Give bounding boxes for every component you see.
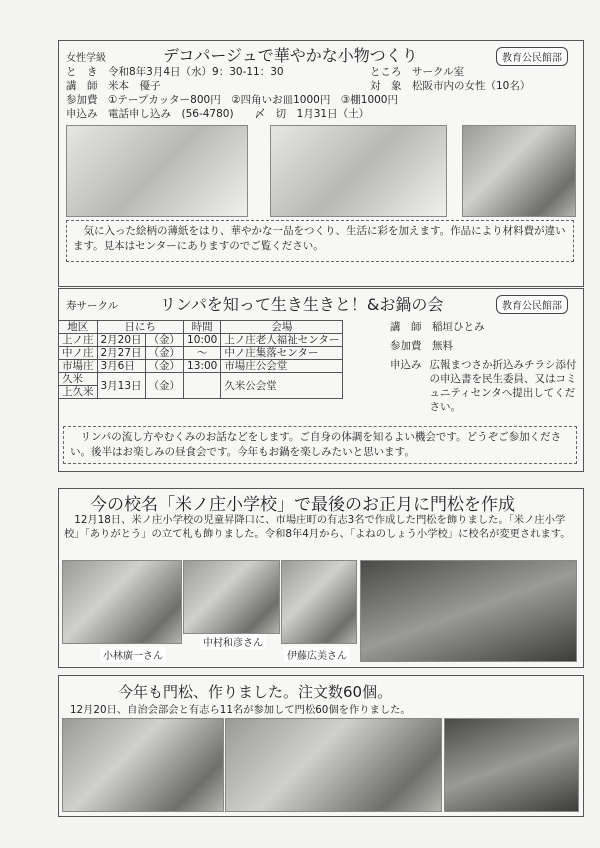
section-title: デコパージュで華やかな小物つくり: [163, 46, 418, 65]
photo-kobayashi: [62, 560, 182, 644]
detail-row: [66, 107, 398, 121]
category-label: 女性学級: [66, 53, 106, 64]
fee-value: 無料: [432, 340, 453, 352]
apply-value: 広報まつさか折込みチラシ添付の申込書を民生委員、又はコミュニティセンタへ提出してください。: [429, 359, 577, 413]
fee-label: 参加費: [390, 340, 422, 352]
section-title: リンパを知って生き生きと！&お鍋の会: [160, 295, 444, 314]
cell: 中ノ庄: [59, 347, 98, 360]
cell: 3月13日: [97, 373, 145, 399]
cell: 3月6日: [97, 360, 145, 373]
event-details: [66, 65, 398, 121]
header-cell: 時間: [184, 321, 221, 334]
detail-label: 参加費: [66, 94, 98, 106]
instructor-label: 講 師: [390, 321, 422, 333]
cell: 13:00: [184, 360, 221, 373]
instructor-value: 稲垣ひとみ: [432, 321, 485, 333]
photo-ito: [281, 560, 357, 644]
cell: 久米公会堂: [221, 373, 343, 399]
dept-badge: 教育公民館部: [496, 47, 568, 66]
section-text: 12月18日、米ノ庄小学校の児童昇降口に、市場庄町の有志3名で作成した門松を飾りました。「米ノ庄小学校」「ありがとう」の立て札も飾りました。令和8年4月から、「よねのしょう小学校」に校名が変更されます。: [64, 514, 571, 540]
cell: 上久米: [59, 386, 98, 399]
schedule-table: [58, 320, 343, 399]
header-cell: 地区: [59, 321, 98, 334]
section-text: 12月20日、自治会部会と有志ら11名が参加して門松60個を作りました。: [70, 704, 411, 716]
table-row: [59, 373, 343, 386]
category-label: 寿サークル: [66, 300, 119, 312]
detail-value: 米本 優子: [108, 80, 161, 92]
photo-tape-cutters: [66, 125, 248, 217]
table-row: [59, 334, 343, 347]
cell: 上ノ庄: [59, 334, 98, 347]
description-note: 気に入った絵柄の薄紙をはり、華やかな一品をつくり、生活に彩を加えます。作品により材料費が違います。見本はセンターにありますのでご覧ください。: [66, 220, 574, 262]
detail-label: 申込み: [66, 108, 98, 120]
table-header-row: [59, 321, 343, 334]
cell: 市場庄: [59, 360, 98, 373]
photo-nakamura: [183, 560, 280, 634]
cell: （金）: [145, 360, 184, 373]
photo-kadomatsu-display: [444, 718, 579, 812]
cell: ～: [184, 347, 221, 360]
table-row: [59, 347, 343, 360]
detail-row: [66, 79, 398, 93]
section-title: 今年も門松、作りました。注文数60個。: [118, 683, 393, 701]
detail-row: [66, 93, 398, 107]
place: ところ サークル室: [370, 66, 465, 78]
cell: 上ノ庄老人福祉センター: [221, 334, 343, 347]
caption: 中村和彦さん: [200, 634, 266, 649]
cell: （金）: [145, 334, 184, 347]
apply-label: 申込み: [390, 359, 422, 371]
apply-row: [390, 358, 578, 414]
cell: 久米: [59, 373, 98, 386]
cell: （金）: [145, 373, 184, 399]
detail-label: 講 師: [66, 80, 98, 92]
target: 対 象 松阪市内の女性（10名）: [370, 80, 531, 92]
header-cell: 会場: [221, 321, 343, 334]
photo-shelf: [462, 125, 576, 217]
fee-row: [390, 339, 578, 358]
photo-group: [360, 560, 577, 662]
cell: 2月20日: [97, 334, 145, 347]
photo-plate: [270, 125, 447, 217]
cell: 市場庄公会堂: [221, 360, 343, 373]
description-note: リンパの流し方やむくみのお話などをします。ご自身の体調を知るよい機会です。どうぞご参加ください。後半はお楽しみの昼食会です。今年もお鍋を楽しみたいと思います。: [63, 426, 577, 464]
detail-value: ①テープカッター800円 ②四角いお皿1000円 ③棚1000円: [108, 94, 398, 106]
dept-badge: 教育公民館部: [496, 295, 568, 314]
section-title: 今の校名「米ノ庄小学校」で最後のお正月に門松を作成: [90, 495, 515, 515]
lymph-info: [390, 320, 578, 414]
detail-value: 電話申し込み (56-4780) 〆 切 1月31日（土）: [108, 108, 370, 120]
cell: [184, 373, 221, 399]
cell: 中ノ庄集落センター: [221, 347, 343, 360]
photo-workshop-1: [62, 718, 224, 812]
header-cell: 日にち: [97, 321, 184, 334]
detail-label: と き: [66, 66, 98, 78]
detail-row: [66, 65, 398, 79]
cell: （金）: [145, 347, 184, 360]
caption: 小林廣一さん: [100, 647, 166, 662]
cell: 10:00: [184, 334, 221, 347]
detail-value: 令和8年3月4日（水）9：30-11：30: [108, 66, 284, 78]
cell: 2月27日: [97, 347, 145, 360]
table-row: [59, 360, 343, 373]
photo-workshop-2: [225, 718, 442, 812]
caption: 伊藤広美さん: [284, 647, 350, 662]
instructor-row: [390, 320, 578, 339]
